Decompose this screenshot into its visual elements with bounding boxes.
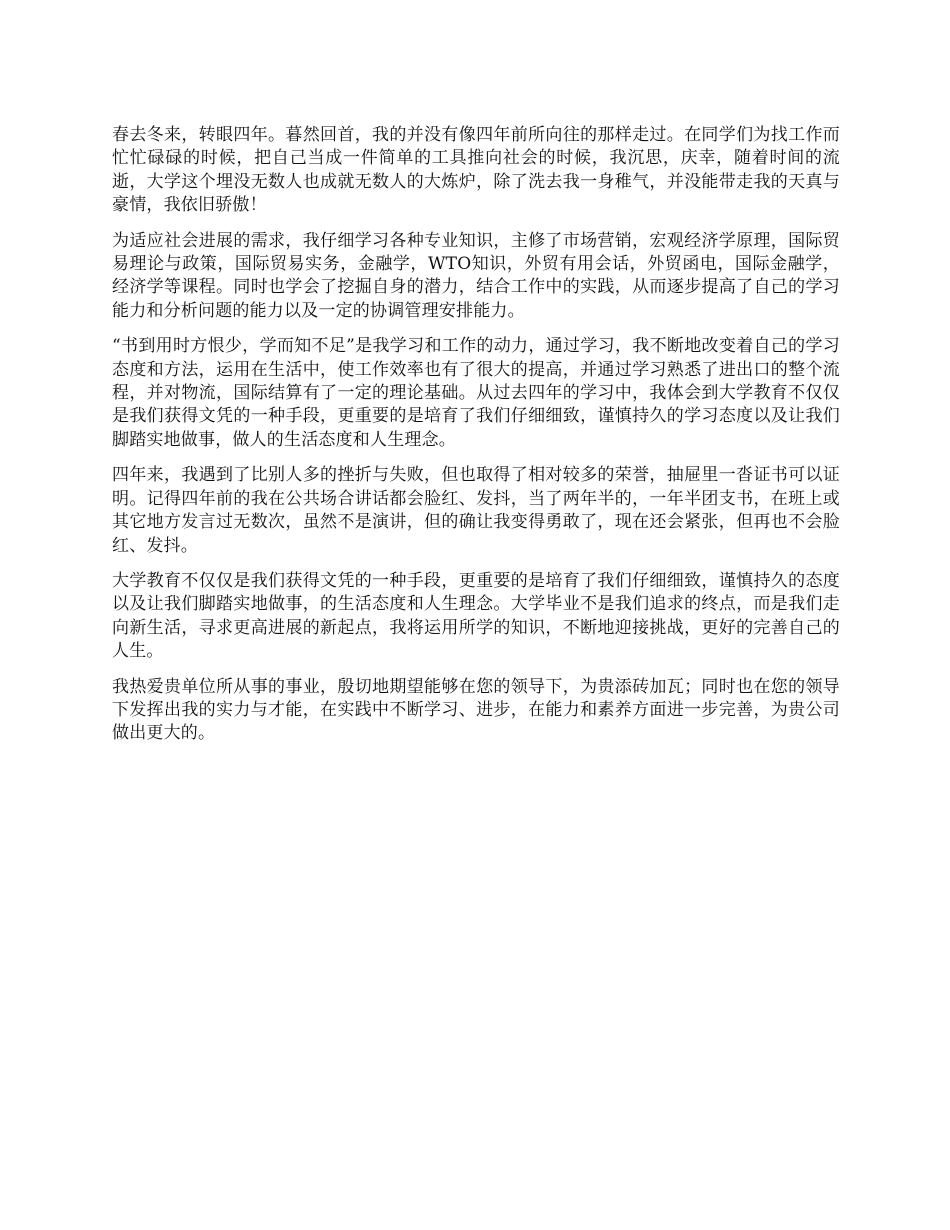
paragraph-6: 我热爱贵单位所从事的事业，殷切地期望能够在您的领导下，为贵添砖加瓦；同时也在您的领导下发挥出我的实力与才能，在实践中不断学习、进步，在能力和素养方面进一步完善，为贵公司做出更大的。 <box>112 676 840 744</box>
paragraph-3: “书到用时方恨少，学而知不足”是我学习和工作的动力，通过学习，我不断地改变着自己的学习态度和方法，运用在生活中，使工作效率也有了很大的提高，并通过学习熟悉了进出口的整个流程，并对物流，国际结算有了一定的理论基础。从过去四年的学习中，我体会到大学教育不仅仅是我们获得文凭的一种手段，更重要的是培育了我们仔细细致，谨慎持久的学习态度以及让我们脚踏实地做事，做人的生活态度和人生理念。 <box>112 336 840 450</box>
paragraph-1: 春去冬来，转眼四年。暮然回首，我的并没有像四年前所向往的那样走过。在同学们为找工作而忙忙碌碌的时候，把自己当成一件简单的工具推向社会的时候，我沉思，庆幸，随着时间的流逝，大学这个埋没无数人也成就无数人的大炼炉，除了洗去我一身稚气，并没能带走我的天真与豪情，我依旧骄傲！ <box>112 125 840 216</box>
paragraph-4: 四年来，我遇到了比别人多的挫折与失败，但也取得了相对较多的荣誉，抽屉里一沓证书可以证明。记得四年前的我在公共场合讲话都会脸红、发抖，当了两年半的，一年半团支书，在班上或其它地方发言过无数次，虽然不是演讲，但的确让我变得勇敢了，现在还会紧张，但再也不会脸红、发抖。 <box>112 465 840 556</box>
document-body <box>112 124 840 758</box>
paragraph-2: 为适应社会进展的需求，我仔细学习各种专业知识，主修了市场营销，宏观经济学原理，国际贸易理论与政策，国际贸易实务，金融学，WTO知识，外贸有用会话，外贸函电，国际金融学，经济学等课程。同时也学会了挖掘自身的潜力，结合工作中的实践，从而逐步提高了自己的学习能力和分析问题的能力以及一定的协调管理安排能力。 <box>112 230 840 321</box>
paragraph-5: 大学教育不仅仅是我们获得文凭的一种手段，更重要的是培育了我们仔细细致，谨慎持久的态度以及让我们脚踏实地做事，的生活态度和人生理念。大学毕业不是我们追求的终点，而是我们走向新生活，寻求更高进展的新起点，我将运用所学的知识，不断地迎接挑战，更好的完善自己的人生。 <box>112 570 840 662</box>
